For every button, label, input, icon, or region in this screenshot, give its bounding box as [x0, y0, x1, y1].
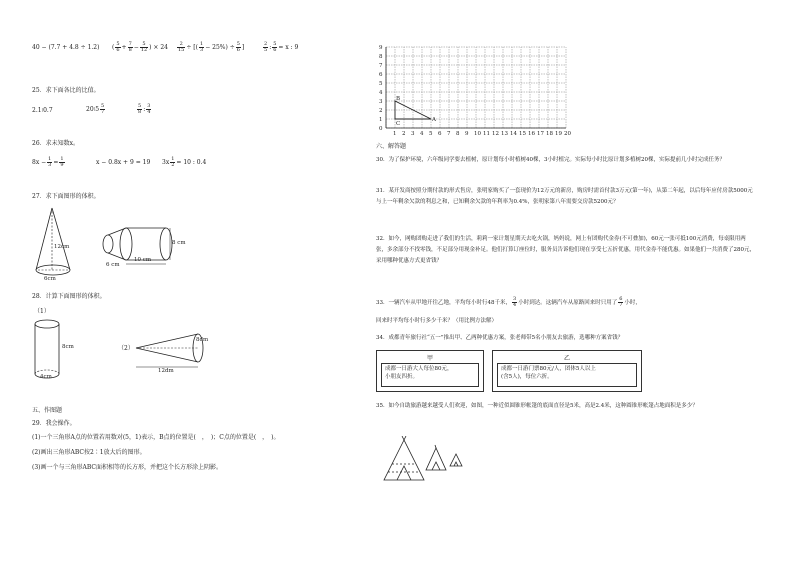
point-a-label: A — [432, 117, 436, 123]
x-tick-label: 6 — [438, 131, 442, 137]
y-tick-label: 1 — [379, 117, 383, 123]
cyl-small-label: 6 cm — [106, 262, 120, 268]
q28-title: 28．计算下面图形的体积。 — [32, 293, 106, 300]
coordinate-grid — [372, 40, 586, 140]
y-tick-label: 4 — [379, 90, 383, 96]
q33-text: 33．一辆汽车从甲地开往乙地，平均每小时行48千米， $\frac{3}{4}$ 小时到达。这辆汽车从原路回来时只用了 $\frac{6}{7}$ 小时， — [376, 296, 641, 308]
point-b-label: B — [396, 96, 401, 102]
x-tick-label: 3 — [411, 131, 415, 137]
section-5-title: 五、作图题 — [32, 407, 63, 414]
lying-cone-diameter-label: 8dm — [196, 337, 209, 343]
calc-row — [32, 44, 99, 52]
calc-expr-3: $\frac{2}{15}$ ÷ [( $\frac{1}{3}$ − 25%) ÷ $\frac{5}{6}$ ] — [178, 41, 245, 53]
section-6-title: 六、解答题 — [376, 143, 407, 150]
plan-b-box — [492, 350, 642, 392]
q29-step-3: (3)画一个与三角形ABC面积相等的长方形，并把这个长方形涂上阴影。 — [32, 464, 222, 471]
plan-a-box — [376, 350, 484, 392]
x-tick-label: 1 — [393, 131, 397, 137]
q32-text: 32．如今，网购团购走进了我们的生活，莉莉一家计划星期天去吃火锅，妈妈说，网上有团购代金券(不可叠加)，60元一张可抵100元消费，每桌限用两张，多余部分不找零钱，不足部分用现金补足。他们打算订座位时，服务员告诉他们现在享受七五折优惠，用代金券不能优惠。如果他们一共消费了280元，采用哪种优惠方式更省钱？ — [376, 236, 756, 264]
lying-cone-length-label: 12dm — [158, 368, 174, 374]
x-tick-label: 15 — [519, 131, 526, 137]
tent-illustration — [378, 436, 468, 486]
q29-title: 29．我会操作。 — [32, 420, 76, 427]
triangle-abc — [395, 101, 431, 119]
x-tick-label: 10 — [474, 131, 481, 137]
q26-title: 26．求未知数x。 — [32, 140, 80, 147]
x-tick-label: 4 — [420, 131, 424, 137]
plan-b-title: 乙 — [563, 355, 570, 362]
cyl-big-label: 8 cm — [172, 240, 186, 246]
x-tick-label: 14 — [510, 131, 517, 137]
x-tick-label: 16 — [528, 131, 535, 137]
y-tick-label: 5 — [379, 81, 383, 87]
x-tick-label: 2 — [402, 131, 406, 137]
y-tick-label: 7 — [379, 63, 383, 69]
calc-expr-2: ( $\frac{5}{6}$ + $\frac{7}{8}$ − $\frac{5}{12}$ ) × 24 — [112, 41, 168, 53]
x-tick-label: 12 — [492, 131, 499, 137]
calc-expr-1: 40 − (7.7 + 4.8 ÷ 1.2) — [32, 44, 100, 51]
y-tick-label: 0 — [379, 126, 383, 132]
x-tick-label: 13 — [501, 131, 508, 137]
q31-text: 31．某开发商按照分期付款的形式售房，张明家购买了一套现价为12万元的新房，购房时需首付款3万元(第一年)，从第二年起，以后每年应付房款5000元与上一年剩余欠款的利息之和，已知剩余欠款的年利率为0.4%，张明家第八年需要交房款5200元？ — [376, 188, 753, 205]
plan-a-title: 甲 — [426, 355, 433, 362]
calc-expr-4: $\frac{2}{5}$ : $\frac{5}{6}$ = x : 9 — [264, 41, 299, 53]
q25-item-2: 20∶5 $\frac{5}{7}$ — [86, 103, 105, 115]
q25-item-1: 2.1∶0.7 — [32, 107, 53, 114]
cyl-length-label: 10 cm — [134, 257, 152, 263]
x-tick-label: 7 — [447, 131, 451, 137]
q26-eq-2: x − 0.8x + 9 = 19 — [96, 159, 151, 166]
x-tick-label: 8 — [456, 131, 460, 137]
point-c-label: C — [396, 121, 401, 127]
cone-height-label: 12cm — [54, 244, 70, 250]
q26-eq-1: 8x − $\frac{1}{3}$ = $\frac{1}{9}$ — [32, 156, 64, 168]
y-tick-label: 6 — [379, 72, 383, 78]
y-tick-label: 9 — [379, 45, 383, 51]
q27-title: 27．求下面图形的体积。 — [32, 193, 100, 200]
cylinder-diameter-label: 4cm — [40, 374, 52, 380]
q33-text-line-2: 回来时平均每小时行多少千米？（用比例方法解） — [376, 318, 498, 324]
q25-item-3: $\frac{5}{8}$ : $\frac{3}{4}$ — [138, 103, 151, 115]
x-tick-label: 17 — [537, 131, 544, 137]
q29-step-1: (1)一个三角形A点的位置若用数对(5，1)表示，B点的位置是( ， )；C点的位置是( ， )。 — [32, 434, 280, 441]
y-tick-label: 3 — [379, 99, 383, 105]
cone-diameter-label: 6cm — [44, 276, 56, 282]
plan-b-content: 成都一日游门票80元/人，团体5人以上 (含5人)，每位六折。 — [497, 363, 637, 387]
q28-part-1: （1） — [34, 308, 50, 315]
x-tick-label: 18 — [546, 131, 553, 137]
q29-step-2: (2)画出三角形ABC按2∶1放大后的图形。 — [32, 449, 146, 456]
y-tick-label: 2 — [379, 108, 383, 114]
x-tick-label: 5 — [429, 131, 433, 137]
plan-a-content: 成都一日游大人每位80元， 小朋友四折。 — [381, 363, 479, 387]
q25-title: 25．求下面各比的比值。 — [32, 87, 100, 94]
q26-eq-3: 3x $\frac{1}{2}$ = 10 : 0.4 — [162, 156, 207, 168]
q28-part-2: （2） — [118, 345, 134, 352]
cylinder-figure — [32, 318, 72, 384]
x-tick-label: 9 — [465, 131, 469, 137]
q34-text: 34．成都青年旅行社“五一”推出甲、乙两种优惠方案，张老师带5名小朋友去旅游，选哪种方案省钱？ — [376, 335, 624, 341]
x-tick-label: 19 — [555, 131, 562, 137]
q30-text: 30．为了保护环境，六年级同学要去植树，原计划每小时植树40棵，3小时植完。实际每小时比原计划多植树20棵，实际提前几小时完成任务？ — [376, 157, 725, 163]
x-tick-label: 11 — [483, 131, 490, 137]
q35-text: 35．如今自助旅游越来越受人们欢迎，如图，一种近似圆锥形帐篷的底面直径是5米，高是2.4米，这种圆锥形帐篷占地面积是多少？ — [376, 403, 698, 409]
cylinder-height-label: 8cm — [62, 344, 74, 350]
x-tick-label: 20 — [564, 131, 571, 137]
y-tick-label: 8 — [379, 54, 383, 60]
